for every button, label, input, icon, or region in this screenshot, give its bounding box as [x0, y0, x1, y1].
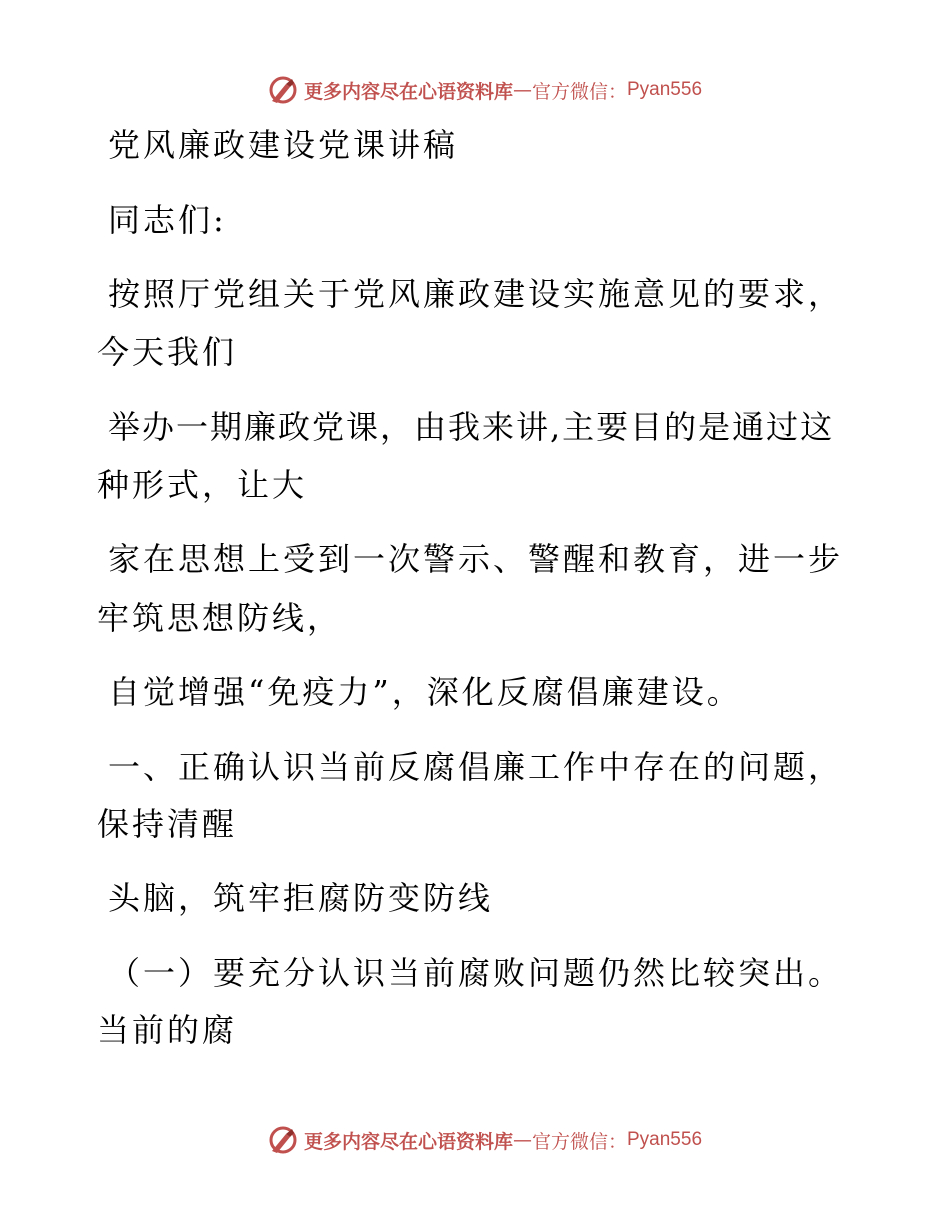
watermark-group — [268, 75, 702, 105]
watermark-text: 更多内容尽在心语资料库 — [303, 80, 513, 103]
text-line: 自觉增强“免疫力”，深化反腐倡廉建设。 — [108, 673, 742, 711]
pen-logo-icon — [268, 1125, 298, 1155]
text-line: 一、正确认识当前反腐倡廉工作中存在的问题， — [108, 748, 844, 786]
text-line: 举办一期廉政党课，由我来讲,主要目的是通过这 — [108, 408, 835, 446]
text-line: 当前的腐 — [97, 1011, 238, 1049]
watermark-wechat-label: 官方微信： — [531, 1130, 627, 1153]
watermark-wechat-label: 官方微信： — [531, 80, 627, 103]
watermark-separator: — — [512, 1129, 532, 1151]
text-line: 按照厅党组关于党风廉政建设实施意见的要求， — [108, 275, 844, 313]
watermark-wechat-id: Pyan556 — [627, 79, 703, 100]
footer-watermark — [0, 1120, 950, 1160]
header-watermark — [0, 70, 950, 110]
text-line: 今天我们 — [97, 333, 238, 371]
text-line: 保持清醒 — [97, 805, 238, 843]
document-title: 党风廉政建设党课讲稿 — [108, 126, 459, 164]
pen-logo-icon — [268, 75, 298, 105]
text-line: 头脑，筑牢拒腐防变防线 — [108, 879, 494, 917]
watermark-text: 更多内容尽在心语资料库 — [303, 1130, 513, 1153]
watermark-separator: — — [512, 79, 532, 101]
text-line: 种形式，让大 — [97, 466, 308, 504]
watermark-group — [268, 1125, 702, 1155]
text-line: 同志们: — [108, 201, 227, 239]
text-line: （一）要充分认识当前腐败问题仍然比较突出。 — [108, 954, 844, 992]
text-line: 牢筑思想防线， — [97, 599, 343, 637]
watermark-wechat-id: Pyan556 — [627, 1129, 703, 1150]
text-line: 家在思想上受到一次警示、警醒和教育，进一步 — [108, 540, 844, 578]
